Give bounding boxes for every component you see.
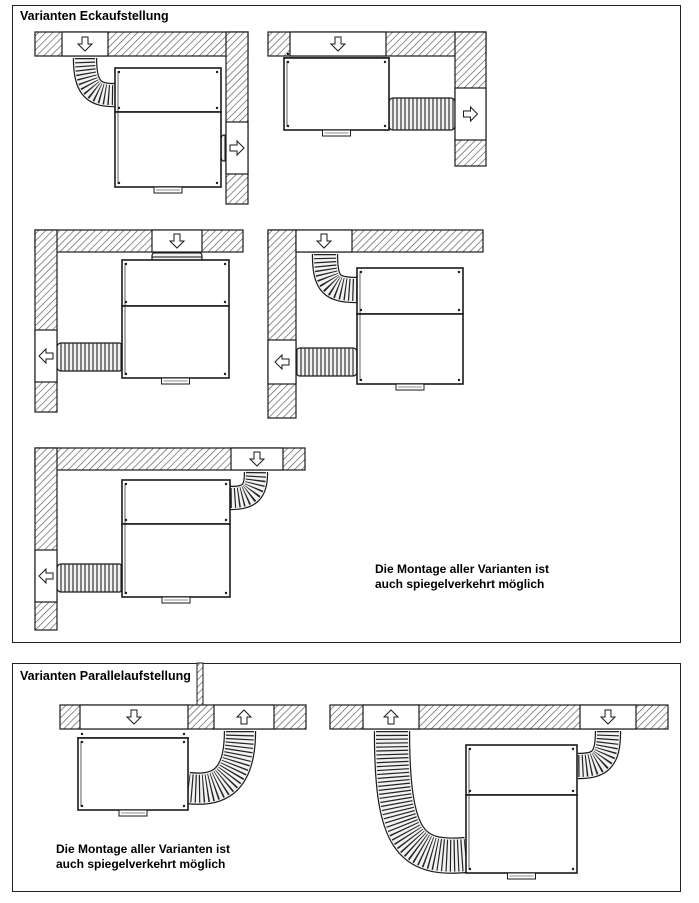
screw-dot [572,790,574,792]
screw-dot [125,301,127,303]
unit-lower-module [466,795,577,873]
screw-dot [469,790,471,792]
screw-dot [81,741,83,743]
flexible-duct-bend-fill [392,731,466,856]
flexible-duct-icon [389,98,455,130]
screw-dot [572,868,574,870]
unit-lower-module [122,524,230,597]
flexible-duct-icon [296,348,357,376]
screw-dot [183,733,185,735]
unit-lower-module [357,314,463,384]
screw-dot [118,107,120,109]
wall-segment [35,230,57,412]
parallel-section-title: Varianten Parallelaufstellung [20,669,195,683]
flexible-duct-icon [57,564,123,592]
screw-dot [458,271,460,273]
unit-lower-module [122,306,229,378]
screw-dot [125,483,127,485]
screw-dot [225,592,227,594]
screw-dot [224,373,226,375]
screw-dot [458,379,460,381]
screw-dot [469,748,471,750]
screw-dot [125,373,127,375]
screw-dot [287,53,289,55]
screw-dot [183,805,185,807]
ventilation-unit [357,268,463,390]
unit-upper-module [357,268,463,314]
screw-dot [360,309,362,311]
screw-dot [384,125,386,127]
screw-dot [81,805,83,807]
screw-dot [216,182,218,184]
screw-dot [225,519,227,521]
wall-segment [35,230,243,252]
screw-dot [360,379,362,381]
wall-segment [268,230,296,418]
flexible-duct-icon [57,343,123,371]
corner-section-title: Varianten Eckaufstellung [20,9,169,23]
ventilation-unit [466,745,577,879]
wall-segment [197,663,203,705]
screw-dot [287,125,289,127]
ventilation-unit [122,480,230,603]
ventilation-unit [115,68,221,193]
screw-dot [125,263,127,265]
screw-dot [384,61,386,63]
wall-segment [226,32,248,204]
screw-dot [125,519,127,521]
screw-dot [225,483,227,485]
screw-dot [469,868,471,870]
screw-dot [183,741,185,743]
parallel-note-line-2: auch spiegelverkehrt möglich [56,857,226,871]
screw-dot [118,71,120,73]
unit-lower-module [284,58,389,130]
screw-dot [360,271,362,273]
ventilation-unit [78,733,188,816]
screw-dot [216,107,218,109]
unit-upper-module [466,745,577,795]
screw-dot [572,748,574,750]
unit-lower-module [78,738,188,810]
corner-section-note [375,562,549,592]
ventilation-unit [122,260,229,384]
screw-dot [81,733,83,735]
parallel-note-line-1: Die Montage aller Varianten ist [56,842,231,856]
corner-note-line-2: auch spiegelverkehrt möglich [375,577,545,591]
unit-upper-module [115,68,221,112]
screw-dot [118,182,120,184]
ventilation-unit [284,53,389,136]
screw-dot [458,309,460,311]
screw-dot [125,592,127,594]
parallel-section-note [56,842,230,872]
screw-dot [216,71,218,73]
unit-upper-module [122,260,229,306]
screw-dot [224,263,226,265]
screw-dot [224,301,226,303]
unit-lower-module [115,112,221,187]
corner-note-line-1: Die Montage aller Varianten ist [375,562,550,576]
screw-dot [287,61,289,63]
unit-upper-module [122,480,230,524]
wall-segment [35,448,57,630]
